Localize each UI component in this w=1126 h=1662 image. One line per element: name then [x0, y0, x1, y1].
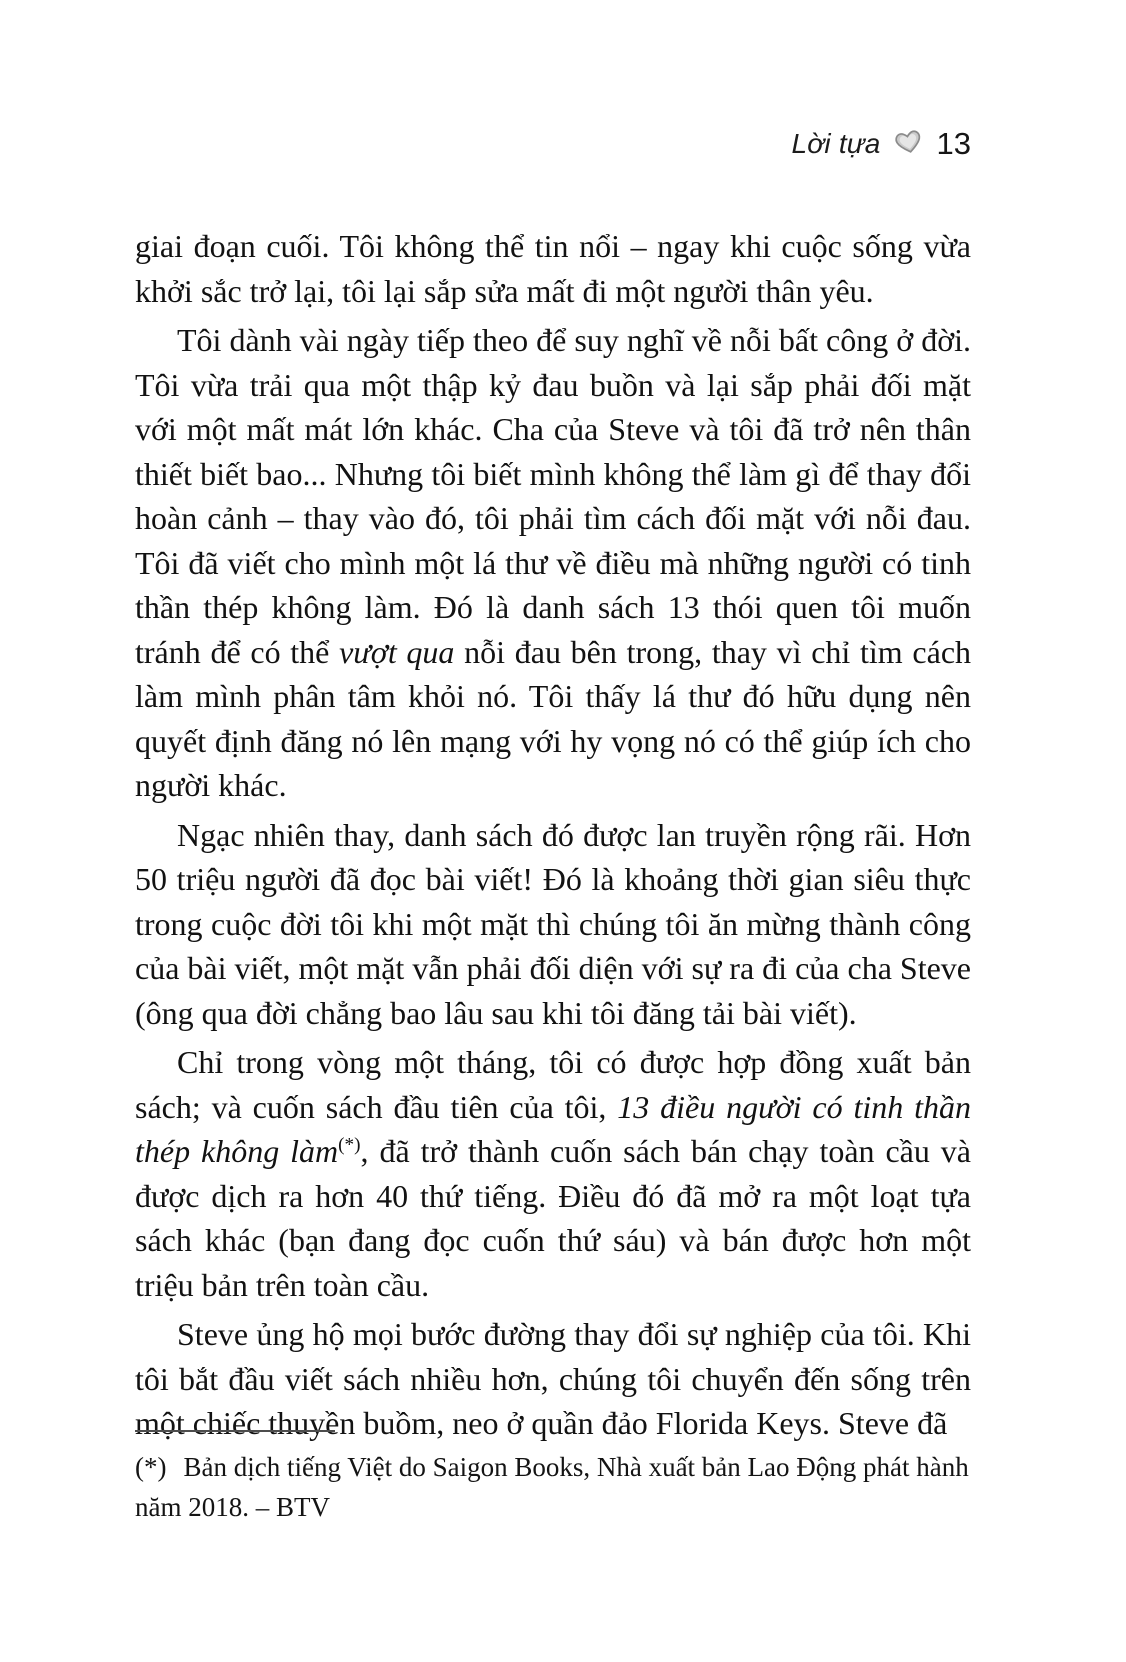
section-title: Lời tựa [791, 128, 881, 159]
footnote [135, 1447, 971, 1527]
footnote-marker: (*) [135, 1452, 167, 1482]
footnote-divider [135, 1430, 335, 1432]
body-text [135, 224, 971, 1446]
page-header [135, 126, 971, 162]
paragraph-4-text: Chỉ trong vòng một tháng, tôi có được hợp đồng xuất bản sách; và cuốn sách đầu tiên của tôi, [135, 1044, 971, 1125]
paragraph-3-text: Ngạc nhiên thay, danh sách đó được lan truyền rộng rãi. Hơn 50 triệu người đã đọc bài viết! Đó là khoảng thời gian siêu thực trong cuộc đời tôi khi một mặt thì chúng tôi ăn mừng thành công của bài viết, một mặt vẫn phải đối diện với sự ra đi của cha Steve (ông qua đời chẳng bao lâu sau khi tôi đăng tải bài viết). [135, 816, 971, 1031]
paragraph-4-book-title: 13 điều người có tinh thần thép không làm [135, 1088, 972, 1169]
footnote-area [135, 1430, 971, 1527]
paragraph-2-text: Tôi dành vài ngày tiếp theo để suy nghĩ về nỗi bất công ở đời. Tôi vừa trải qua một thập kỷ đau buồn và lại sắp phải đối mặt với một mất mát lớn khác. Cha của Steve và tôi đã trở nên thân thiết biết bao... Nhưng tôi biết mình không thể làm gì để thay đổi hoàn cảnh – thay vào đó, tôi phải tìm cách đối mặt với nỗi đau. Tôi đã viết cho mình một lá thư về điều mà những người có tinh thần thép không làm. Đó là danh sách 13 thói quen tôi muốn tránh để có thể [135, 322, 971, 670]
heart-icon [893, 128, 923, 157]
paragraph-1 [135, 224, 971, 313]
paragraph-1-text: giai đoạn cuối. Tôi không thể tin nổi – ngay khi cuộc sống vừa khởi sắc trở lại, tôi lại sắp sửa mất đi một người thân yêu. [135, 228, 971, 309]
footnote-text: Bản dịch tiếng Việt do Saigon Books, Nhà xuất bản Lao Động phát hành năm 2018. – BTV [135, 1452, 969, 1522]
paragraph-5 [135, 1312, 971, 1446]
page-number: 13 [936, 126, 971, 161]
paragraph-4 [135, 1040, 971, 1307]
footnote-reference: (*) [338, 1134, 361, 1156]
paragraph-2-italic: vượt qua [339, 633, 455, 670]
paragraph-5-text: Steve ủng hộ mọi bước đường thay đổi sự nghiệp của tôi. Khi tôi bắt đầu viết sách nhiều hơn, chúng tôi chuyển đến sống trên một chiếc thuyền buồm, neo ở quần đảo Florida Keys. Steve đã [135, 1316, 971, 1441]
paragraph-3 [135, 813, 971, 1036]
paragraph-2-text-cont: nỗi đau bên trong, thay vì chỉ tìm cách làm mình phân tâm khỏi nó. Tôi thấy lá thư đó hữu dụng nên quyết định đăng nó lên mạng với hy vọng nó có thể giúp ích cho người khác. [135, 633, 972, 803]
paragraph-2 [135, 318, 971, 808]
paragraph-4-text-cont: , đã trở thành cuốn sách bán chạy toàn cầu và được dịch ra hơn 40 thứ tiếng. Điều đó đã mở ra một loạt tựa sách khác (bạn đang đọc cuốn thứ sáu) và bán được hơn một triệu bản trên toàn cầu. [135, 1133, 972, 1303]
